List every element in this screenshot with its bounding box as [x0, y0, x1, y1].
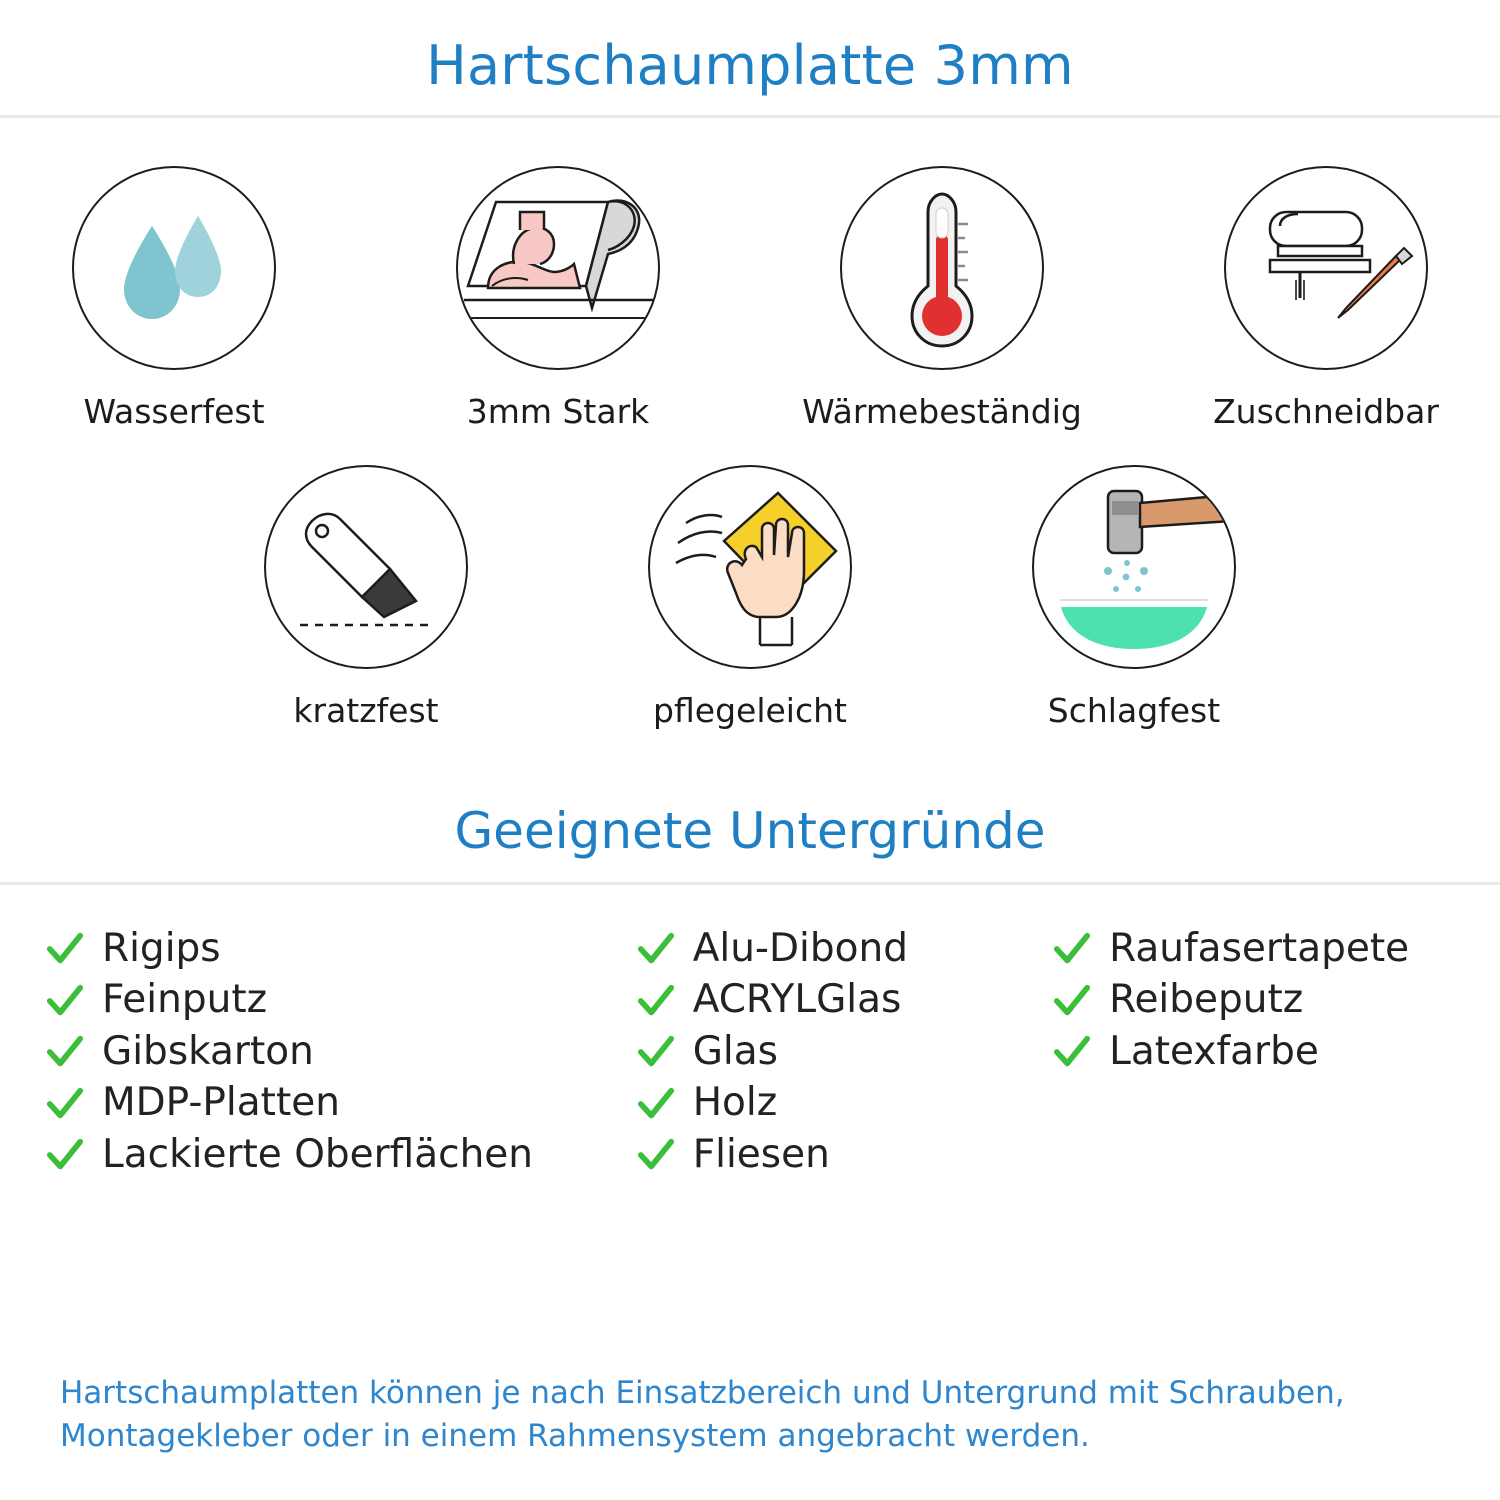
list-item-label: Feinputz [102, 977, 268, 1023]
list-item-label: Raufasertapete [1109, 926, 1410, 971]
list-item [637, 978, 1053, 1022]
feature-label: Schlagfest [1047, 691, 1221, 730]
substrates-header [0, 802, 1500, 882]
list-item [637, 1081, 1053, 1125]
feature-row-1 [0, 166, 1500, 431]
list-item [1053, 978, 1454, 1022]
check-icon [1053, 1033, 1091, 1071]
list-item [1053, 1030, 1454, 1074]
list-item-label: Fliesen [692, 1131, 830, 1177]
hammer-impact-icon [1032, 465, 1236, 669]
thermometer-icon [840, 166, 1044, 370]
list-item-label: Lackierte Oberflächen [102, 1131, 534, 1177]
list-item [46, 1030, 637, 1074]
feature-row-2 [0, 465, 1500, 730]
feature-label: Wärmebeständig [802, 392, 1082, 431]
list-item [46, 1081, 637, 1125]
list-item [637, 1133, 1053, 1177]
strong-arm-icon [456, 166, 660, 370]
feature-kratzfest [221, 465, 511, 730]
check-icon [46, 1085, 84, 1123]
feature-zuschneidbar [1181, 166, 1471, 431]
list-item [46, 978, 637, 1022]
list-item-label: Reibeputz [1109, 977, 1304, 1023]
check-icon [1053, 930, 1091, 968]
feature-label: Wasserfest [83, 392, 265, 431]
list-item-label: Alu-Dibond [692, 926, 908, 971]
check-icon [46, 1033, 84, 1071]
feature-label: pflegeleicht [653, 691, 847, 730]
jigsaw-cutter-icon [1224, 166, 1428, 370]
list-item-label: Latexfarbe [1109, 1028, 1319, 1074]
list-item [637, 1030, 1053, 1074]
check-icon [46, 930, 84, 968]
list-item-label: Gibskarton [102, 1028, 314, 1074]
substrates-column-2 [637, 927, 1053, 1177]
list-item-label: Rigips [102, 926, 221, 971]
list-item [46, 1133, 637, 1177]
check-icon [637, 1136, 675, 1174]
feature-label: 3mm Stark [466, 392, 650, 431]
footer-note: Hartschaumplatten können je nach Einsatzbereich und Untergrund mit Schrauben, Montagekleber oder in einem Rahmensystem angebracht werden. [60, 1375, 1345, 1455]
check-icon [46, 1136, 84, 1174]
list-item-label: MDP-Platten [102, 1080, 340, 1126]
water-drops-icon [72, 166, 276, 370]
feature-waermebestaendig [797, 166, 1087, 431]
list-item [46, 927, 637, 971]
knife-scratch-icon [264, 465, 468, 669]
cleaning-cloth-hand-icon [648, 465, 852, 669]
list-item-label: ACRYLGlas [692, 977, 902, 1023]
feature-label: kratzfest [293, 691, 439, 730]
header [0, 0, 1500, 115]
check-icon [637, 930, 675, 968]
feature-3mm-stark [413, 166, 703, 431]
feature-wasserfest [29, 166, 319, 431]
check-icon [637, 1085, 675, 1123]
list-item [637, 927, 1053, 971]
feature-label: Zuschneidbar [1213, 392, 1439, 431]
substrates-title: Geeignete Untergründe [454, 802, 1046, 860]
substrates-list [0, 885, 1500, 1177]
check-icon [1053, 982, 1091, 1020]
check-icon [637, 1033, 675, 1071]
substrates-column-1 [46, 927, 637, 1177]
check-icon [637, 982, 675, 1020]
page-title: Hartschaumplatte 3mm [426, 34, 1074, 97]
check-icon [46, 982, 84, 1020]
list-item-label: Holz [692, 1080, 778, 1126]
list-item [1053, 927, 1454, 971]
features-section [0, 118, 1500, 730]
feature-schlagfest [989, 465, 1279, 730]
substrates-column-3 [1053, 927, 1454, 1177]
feature-pflegeleicht [605, 465, 895, 730]
list-item-label: Glas [692, 1028, 778, 1074]
